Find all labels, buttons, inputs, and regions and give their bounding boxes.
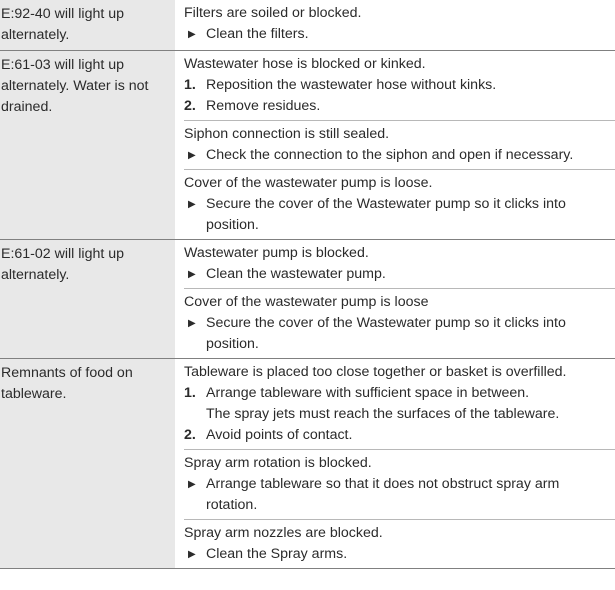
table-row: [0, 0, 615, 51]
cause-title: Spray arm rotation is blocked.: [184, 455, 372, 471]
remedy-step: [184, 544, 615, 565]
remedy-step: [184, 194, 615, 236]
cause-title: Wastewater hose is blocked or kinked.: [184, 56, 426, 72]
arrow-bullet-icon: ▶: [188, 549, 196, 560]
step-number: 2.: [184, 427, 196, 443]
arrow-bullet-icon: ▶: [188, 29, 196, 40]
remedy-step: [184, 474, 615, 516]
remedy-step: [184, 313, 615, 355]
cause-remedy-cell: [175, 359, 615, 568]
cause-remedy-cell: [175, 51, 615, 239]
cause-title: Wastewater pump is blocked.: [184, 245, 369, 261]
cause-block: [184, 520, 615, 568]
step-number: 1.: [184, 77, 196, 93]
step-text: Arrange tableware with sufficient space in between. The spray jets must reach the surfaces of the tableware.: [206, 385, 560, 422]
cause-block: [184, 0, 615, 48]
numbered-step: [184, 425, 615, 446]
cause-block: [184, 51, 615, 121]
cause-block: [184, 359, 615, 450]
cause-title: Cover of the wastewater pump is loose: [184, 294, 429, 310]
step-text: Clean the wastewater pump.: [206, 266, 386, 282]
cause-remedy-cell: [175, 0, 615, 50]
cause-block: [184, 240, 615, 289]
cause-remedy-cell: [175, 240, 615, 358]
cause-title: Siphon connection is still sealed.: [184, 126, 390, 142]
remedy-step: [184, 264, 615, 285]
numbered-step: [184, 96, 615, 117]
step-text: Reposition the wastewater hose without kinks.: [206, 77, 497, 93]
step-text: Secure the cover of the Wastewater pump so it clicks into position.: [206, 196, 566, 233]
cause-block: [184, 121, 615, 170]
step-number: 2.: [184, 98, 196, 114]
arrow-bullet-icon: ▶: [188, 199, 196, 210]
fault-description: E:61-03 will light up alternately. Water is not drained.: [0, 51, 175, 239]
arrow-bullet-icon: ▶: [188, 150, 196, 161]
fault-description: E:61-02 will light up alternately.: [0, 240, 175, 358]
remedy-step: [184, 24, 615, 45]
numbered-step: [184, 75, 615, 96]
cause-block: [184, 170, 615, 239]
step-text: Secure the cover of the Wastewater pump so it clicks into position.: [206, 315, 566, 352]
arrow-bullet-icon: ▶: [188, 479, 196, 490]
table-row: [0, 51, 615, 240]
step-text: Remove residues.: [206, 98, 321, 114]
cause-title: Tableware is placed too close together or basket is overfilled.: [184, 364, 567, 380]
step-text: Avoid points of contact.: [206, 427, 353, 443]
cause-title: Cover of the wastewater pump is loose.: [184, 175, 433, 191]
numbered-step: [184, 383, 615, 425]
step-text: Clean the filters.: [206, 26, 309, 42]
step-text: Arrange tableware so that it does not obstruct spray arm rotation.: [206, 476, 560, 513]
cause-block: [184, 289, 615, 358]
remedy-step: [184, 145, 615, 166]
step-text: Clean the Spray arms.: [206, 546, 348, 562]
table-row: [0, 240, 615, 359]
table-row: [0, 359, 615, 569]
arrow-bullet-icon: ▶: [188, 318, 196, 329]
fault-description: E:92-40 will light up alternately.: [0, 0, 175, 50]
step-text: Check the connection to the siphon and open if necessary.: [206, 147, 574, 163]
fault-description: Remnants of food on tableware.: [0, 359, 175, 568]
cause-block: [184, 450, 615, 520]
cause-title: Spray arm nozzles are blocked.: [184, 525, 383, 541]
step-number: 1.: [184, 385, 196, 401]
cause-title: Filters are soiled or blocked.: [184, 5, 362, 21]
arrow-bullet-icon: ▶: [188, 269, 196, 280]
